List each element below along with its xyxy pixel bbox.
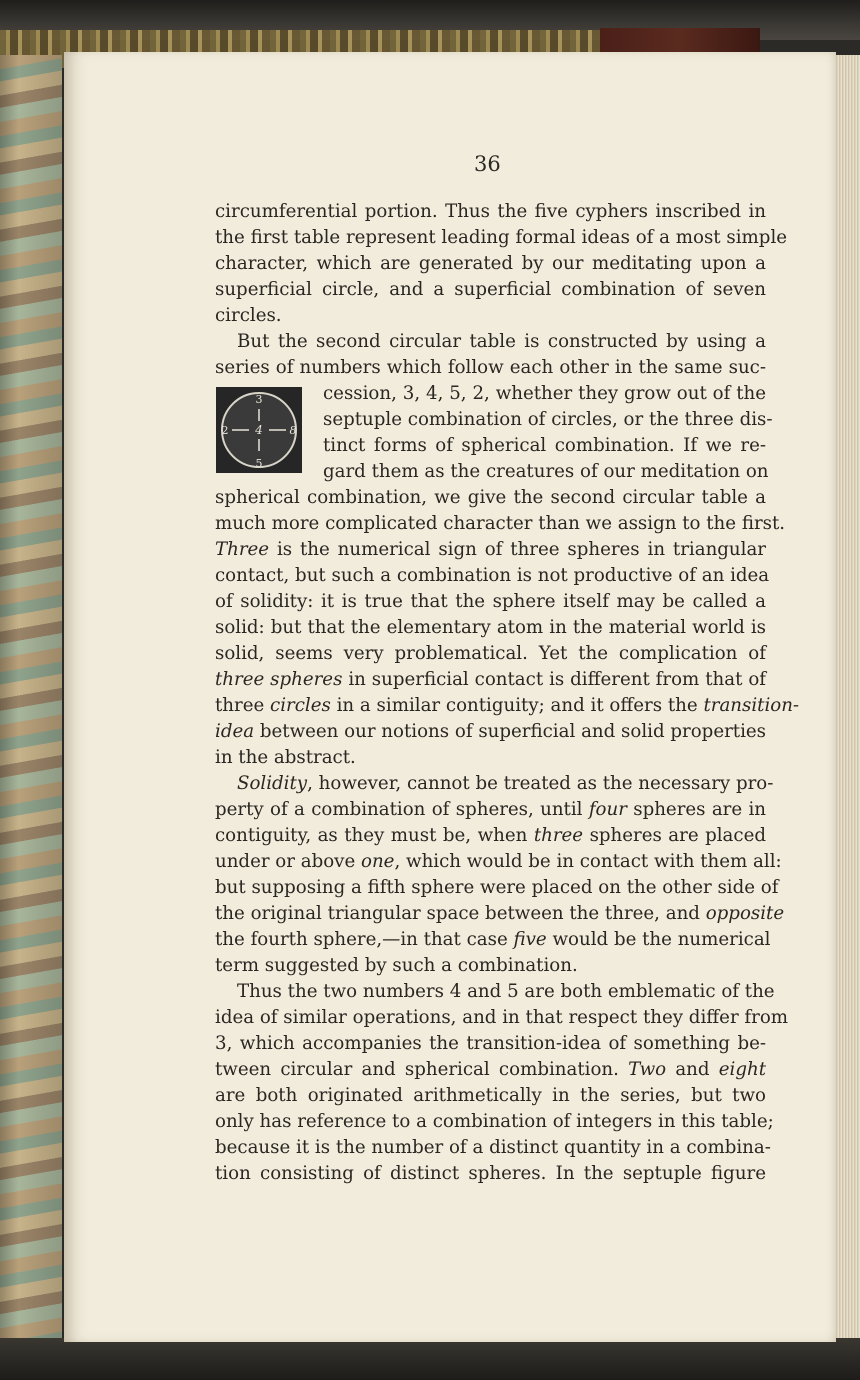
text-line	[215, 823, 766, 849]
emphasis: three	[533, 825, 584, 846]
text-line: only has reference to a combination of integers in this table;	[215, 1111, 774, 1132]
text-line: character, which are generated by our meditating upon a	[215, 253, 766, 274]
text-line: idea of similar operations, and in that respect they differ from	[215, 1007, 789, 1028]
text-line: spherical combination, we give the second circular table a	[215, 487, 766, 508]
text-line: term suggested by such a combination.	[215, 955, 578, 976]
text-run: is the numerical sign of three spheres in triangular	[269, 539, 766, 560]
page-edges	[835, 55, 860, 1355]
figure-top-numeral: 3	[255, 393, 263, 406]
text-line: series of numbers which follow each other in the same suc-	[215, 357, 766, 378]
emphasis: Three	[215, 539, 270, 560]
cover-edge	[600, 28, 760, 54]
text-line: Thus the two numbers 4 and 5 are both emblematic of the	[237, 981, 775, 1002]
bottom-edge	[0, 1338, 860, 1380]
text-line	[215, 901, 785, 927]
text-line: 3, which accompanies the transition-idea of something be-	[215, 1033, 766, 1054]
text-line: septuple combination of circles, or the three dis-	[323, 409, 773, 430]
emphasis: opposite	[705, 903, 785, 924]
text-run: perty of a combination of spheres, until	[215, 799, 589, 820]
text-line: superficial circle, and a superficial combination of seven	[215, 279, 766, 300]
text-run: in a similar contiguity; and it offers the	[330, 695, 704, 716]
text-line	[237, 771, 774, 797]
figure-bottom-numeral: 5	[255, 457, 263, 470]
emphasis: Solidity	[237, 773, 308, 794]
text-line	[215, 927, 771, 953]
text-line: solid, seems very problematical. Yet the complication of	[215, 643, 766, 664]
text-line: gard them as the creatures of our meditation on	[323, 461, 769, 482]
circular-table-figure	[216, 387, 302, 473]
figure-right-numeral: 8	[289, 424, 297, 437]
emphasis: idea	[215, 721, 255, 742]
text-line: of solidity: it is true that the sphere itself may be called a	[215, 591, 766, 612]
text-line: But the second circular table is constructed by using a	[237, 331, 766, 352]
text-line	[215, 1057, 766, 1083]
text-line: contact, but such a combination is not productive of an idea	[215, 565, 770, 586]
marbled-endpaper	[0, 55, 62, 1340]
text-run: and	[666, 1059, 719, 1080]
text-line: circumferential portion. Thus the five cyphers inscribed in	[215, 201, 766, 222]
text-run: , which would be in contact with them all:	[394, 851, 782, 872]
text-line: cession, 3, 4, 5, 2, whether they grow out of the	[323, 383, 766, 404]
text-line: but supposing a fifth sphere were placed on the other side of	[215, 877, 779, 898]
emphasis: Two	[628, 1059, 667, 1080]
text-line	[215, 667, 766, 693]
text-line: are both originated arithmetically in the series, but two	[215, 1085, 766, 1106]
text-line	[215, 693, 800, 719]
text-line: the first table represent leading formal ideas of a most simple	[215, 227, 788, 248]
text-run: would be the numerical	[546, 929, 771, 950]
text-line: solid: but that the elementary atom in the material world is	[215, 617, 766, 638]
emphasis: four	[588, 799, 627, 820]
emphasis: one	[361, 851, 395, 872]
text-line	[215, 537, 766, 563]
emphasis: circles	[270, 695, 331, 716]
text-run: between our notions of superficial and solid properties	[254, 721, 766, 742]
emphasis: transition-	[703, 695, 800, 716]
text-line: circles.	[215, 305, 282, 326]
figure-center-numeral: 4	[255, 423, 263, 437]
text-run: spheres are in	[626, 799, 766, 820]
text-run: contiguity, as they must be, when	[215, 825, 534, 846]
text-line	[215, 797, 766, 823]
text-line: because it is the number of a distinct quantity in a combina-	[215, 1137, 771, 1158]
text-run: the original triangular space between the three, and	[215, 903, 706, 924]
text-run: in superficial contact is different from that of	[342, 669, 767, 690]
text-run: the fourth sphere,—in that case	[215, 929, 514, 950]
text-line	[215, 849, 782, 875]
text-run: , however, cannot be treated as the necessary pro-	[307, 773, 774, 794]
text-run: spheres are placed	[583, 825, 766, 846]
emphasis: five	[513, 929, 547, 950]
text-line: tion consisting of distinct spheres. In the septuple figure	[215, 1163, 766, 1184]
figure-left-numeral: 2	[221, 424, 229, 437]
text-line: tinct forms of spherical combination. If we re-	[323, 435, 766, 456]
text-run: tween circular and spherical combination.	[215, 1059, 629, 1080]
emphasis: three spheres	[215, 669, 343, 690]
text-run: under or above	[215, 851, 361, 872]
text-line	[215, 719, 766, 745]
text-line: in the abstract.	[215, 747, 356, 768]
text-run: three	[215, 695, 271, 716]
emphasis: eight	[718, 1059, 767, 1080]
page-number: 36	[474, 152, 501, 176]
text-line: much more complicated character than we assign to the first.	[215, 513, 786, 534]
